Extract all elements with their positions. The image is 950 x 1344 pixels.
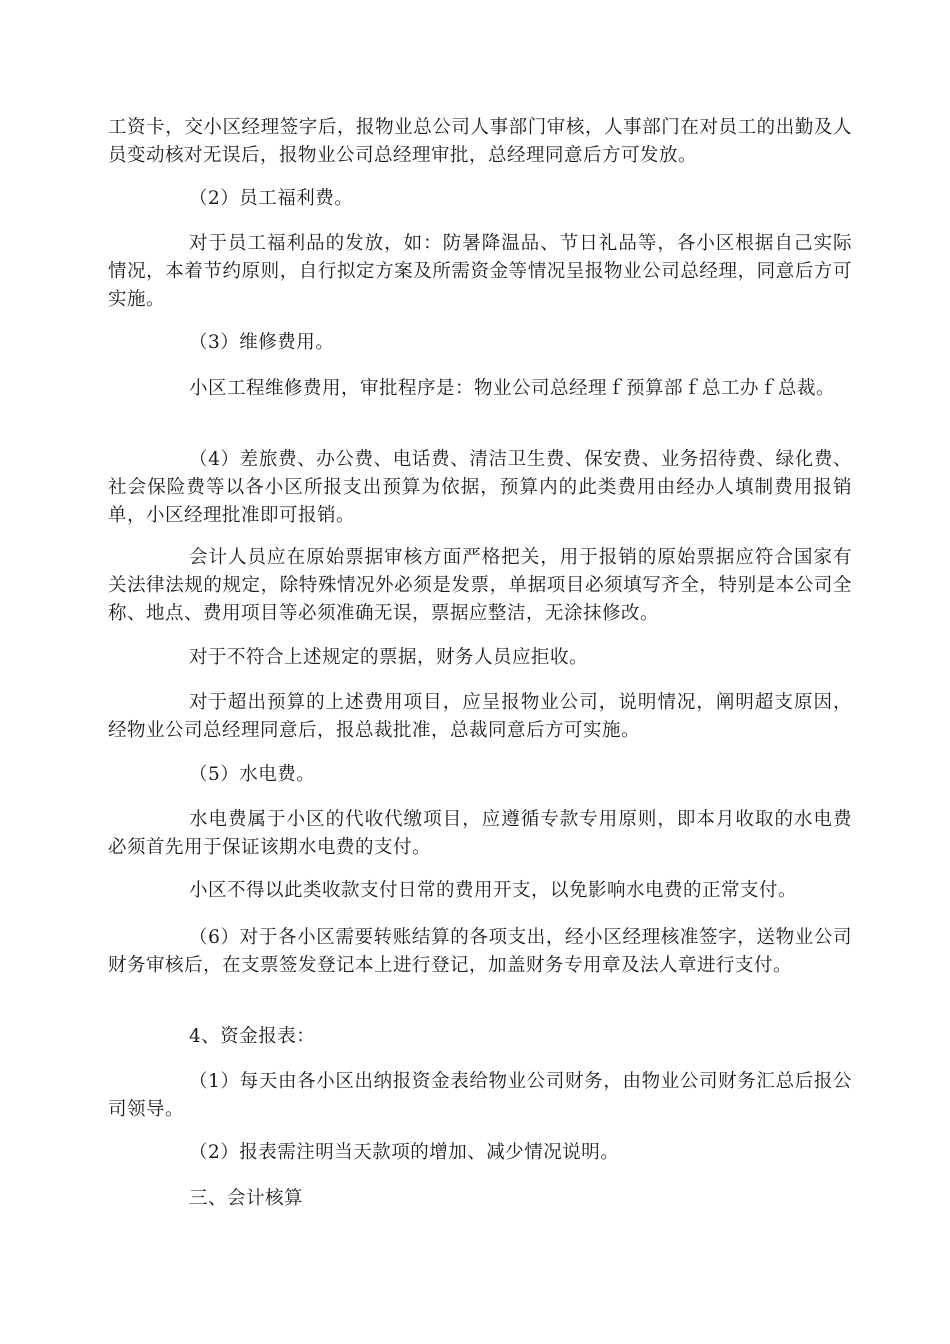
paragraph-receipt-review: 会计人员应在原始票据审核方面严格把关，用于报销的原始票据应符合国家有关法律法规的规定，除特殊情况外必须是发票，单据项目必须填写齐全，特别是本公司全称、地点、费用项目等必须准确无误，票据应整洁，无涂抹修改。: [108, 547, 852, 624]
heading-accounting: 三、会计核算: [189, 1188, 304, 1209]
paragraph-over-budget: 对于超出预算的上述费用项目，应呈报物业公司，说明情况，阐明超支原因，经物业公司总经理同意后，报总裁批准，总裁同意后方可实施。: [108, 692, 852, 741]
heading-employee-welfare: （2）员工福利费。: [189, 188, 354, 209]
paragraph-travel-office-expenses: （4）差旅费、办公费、电话费、清洁卫生费、保安费、业务招待费、绿化费、社会保险费等以各小区所报支出预算为依据，预算内的此类费用由经办人填制费用报销单，小区经理批准即可报销。: [108, 449, 852, 526]
heading-maintenance-cost: （3）维修费用。: [189, 332, 335, 353]
heading-utilities: （5）水电费。: [189, 764, 316, 785]
paragraph-report-notes: （2）报表需注明当天款项的增加、减少情况说明。: [189, 1142, 620, 1163]
paragraph-utilities-restriction: 小区不得以此类收款支付日常的费用开支，以免影响水电费的正常支付。: [189, 880, 798, 901]
paragraph-salary-card: 工资卡，交小区经理签字后，报物业总公司人事部门审核，人事部门在对员工的出勤及人员变动核对无误后，报物业公司总经理审批，总经理同意后方可发放。: [108, 117, 852, 166]
paragraph-utilities-collection: 水电费属于小区的代收代缴项目，应遵循专款专用原则，即本月收取的水电费必须首先用于保证该期水电费的支付。: [108, 809, 852, 858]
paragraph-reject-receipts: 对于不符合上述规定的票据，财务人员应拒收。: [189, 647, 589, 668]
paragraph-transfer-settlement: （6）对于各小区需要转账结算的各项支出，经小区经理核准签字，送物业公司财务审核后，在支票签发登记本上进行登记，加盖财务专用章及法人章进行支付。: [108, 927, 852, 976]
paragraph-maintenance-approval: 小区工程维修费用，审批程序是：物业公司总经理ｆ预算部ｆ总工办ｆ总裁。: [189, 378, 836, 399]
heading-fund-report: 4、资金报表：: [189, 1026, 316, 1047]
paragraph-daily-report: （1）每天由各小区出纳报资金表给物业公司财务，由物业公司财务汇总后报公司领导。: [108, 1071, 852, 1120]
paragraph-welfare-distribution: 对于员工福利品的发放，如：防暑降温品、节日礼品等，各小区根据自己实际情况，本着节约原则，自行拟定方案及所需资金等情况呈报物业公司总经理，同意后方可实施。: [108, 233, 852, 310]
